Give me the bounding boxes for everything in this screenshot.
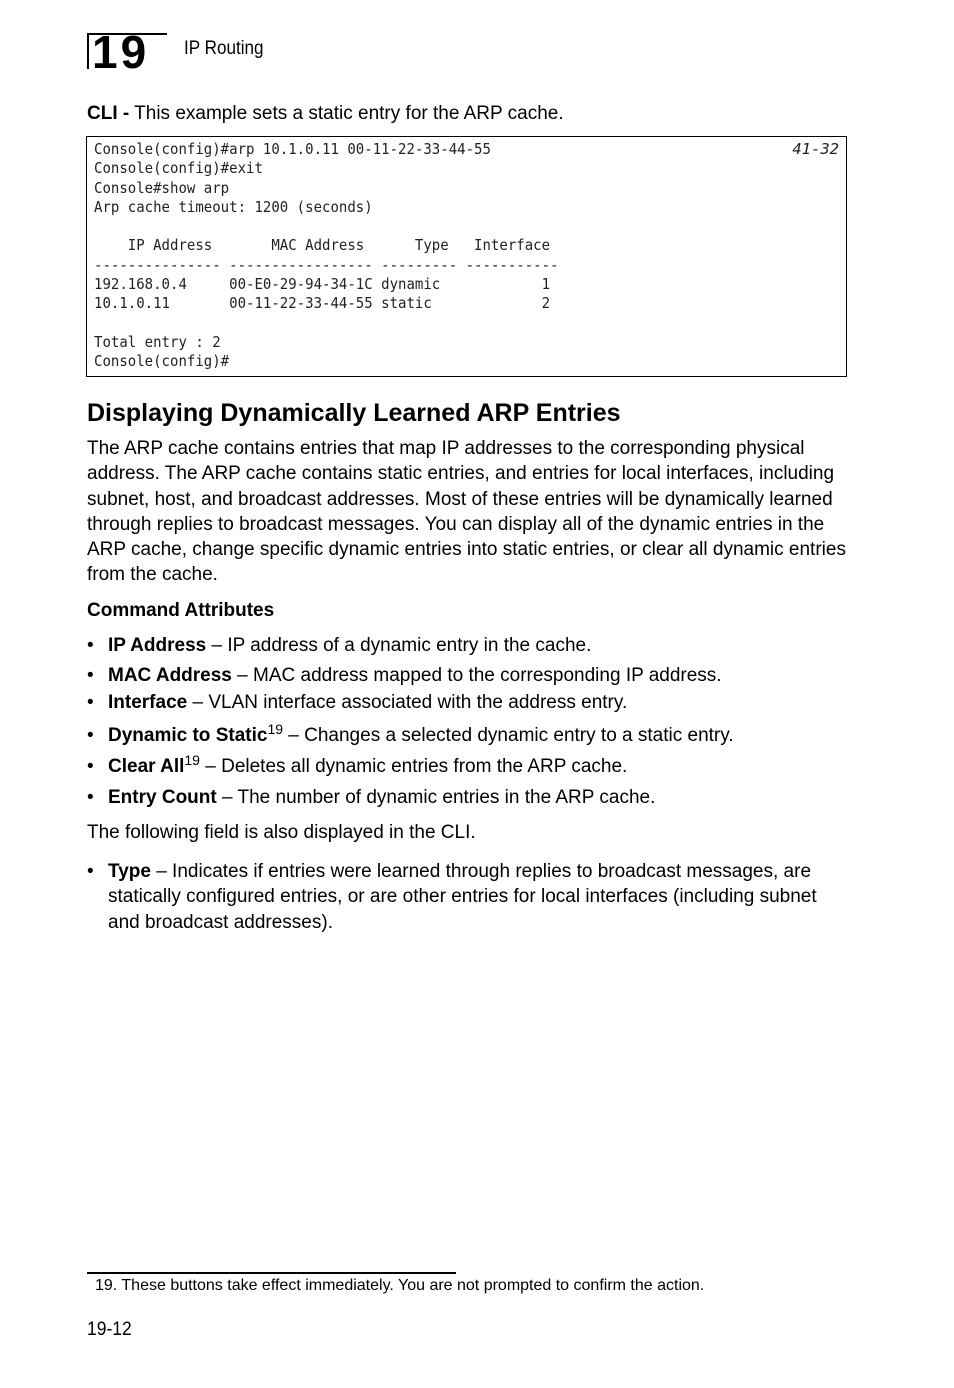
- attribute-desc: – Deletes all dynamic entries from the ARP cache.: [199, 756, 628, 777]
- attribute-term: Clear All: [108, 756, 185, 777]
- chapter-number: 19: [92, 26, 150, 78]
- attribute-term: Entry Count: [108, 787, 217, 808]
- attribute-term: MAC Address: [108, 665, 232, 686]
- bullet-icon: •: [87, 756, 94, 777]
- section-paragraph: The ARP cache contains entries that map IP addresses to the corresponding physical address. The ARP cache contains static entries, and entries for local interfaces, including subnet, host, and broadcast addresses. Most of these entries will be dynamically learned through replies to broadcast messages. You can display all of the dynamic entries in the ARP cache, change specific dynamic entries into static entries, or clear all dynamic entries from the cache.: [87, 438, 846, 586]
- cli-label: CLI -: [87, 103, 130, 124]
- attribute-desc: – The number of dynamic entries in the ARP cache.: [216, 787, 656, 808]
- attribute-item-type: [87, 859, 847, 935]
- bullet-icon: •: [87, 665, 94, 686]
- attribute-term: IP Address: [108, 635, 207, 656]
- attribute-desc: – MAC address mapped to the corresponding IP address.: [231, 665, 722, 686]
- section-heading: Displaying Dynamically Learned ARP Entries: [87, 399, 621, 427]
- attribute-item-clear-all: [87, 754, 847, 779]
- chapter-title: IP Routing: [184, 38, 264, 59]
- attribute-desc: – IP address of a dynamic entry in the cache.: [206, 635, 592, 656]
- attribute-item-entry-count: [87, 785, 847, 810]
- attribute-desc: – Indicates if entries were learned through replies to broadcast messages, are statically configured entries, or are other entries for local interfaces (including subnet and broadcast addresses).: [108, 861, 817, 933]
- bullet-icon: •: [87, 787, 94, 808]
- attribute-item-mac-address: [87, 663, 847, 688]
- footnote-ref: 19: [184, 752, 200, 768]
- attribute-item-ip-address: [87, 633, 847, 658]
- cli-intro: [87, 103, 564, 125]
- bullet-icon: •: [87, 692, 94, 713]
- attribute-desc: – VLAN interface associated with the address entry.: [187, 692, 628, 713]
- attribute-item-dynamic-to-static: [87, 723, 847, 748]
- footnote-divider: [87, 1272, 456, 1274]
- code-reference: 41-32: [792, 140, 839, 158]
- attribute-item-interface: [87, 690, 847, 715]
- cli-code-block: [86, 136, 847, 377]
- command-attributes-heading: Command Attributes: [87, 600, 275, 621]
- attribute-term: Type: [108, 861, 151, 882]
- cli-field-note: The following field is also displayed in the CLI.: [87, 822, 476, 843]
- footnote-ref: 19: [267, 721, 284, 737]
- cli-intro-text: This example sets a static entry for the ARP cache.: [134, 103, 564, 124]
- cli-code-text: Console(config)#arp 10.1.0.11 00-11-22-33-44-55 Console(config)#exit Console#show arp Arp cache timeout: 1200 (seconds) IP Address MAC Address Type Interface --------------- ----------------- --------- ----------- 192.168.0.4 00-E0-29-94-34-1C dynamic 1 10.1.0.11 00-11-22-33-44-55 static 2 Total entry : 2 Console(config)#: [94, 140, 559, 371]
- attribute-term: Interface: [108, 692, 188, 713]
- footnote: 19. These buttons take effect immediately. You are not prompted to confirm the action.: [95, 1277, 705, 1294]
- bullet-icon: •: [87, 635, 94, 656]
- page-number: 19-12: [87, 1319, 132, 1340]
- attribute-term: Dynamic to Static: [108, 725, 268, 746]
- attribute-desc: – Changes a selected dynamic entry to a static entry.: [283, 725, 734, 746]
- bullet-icon: •: [87, 861, 94, 882]
- bullet-icon: •: [87, 725, 94, 746]
